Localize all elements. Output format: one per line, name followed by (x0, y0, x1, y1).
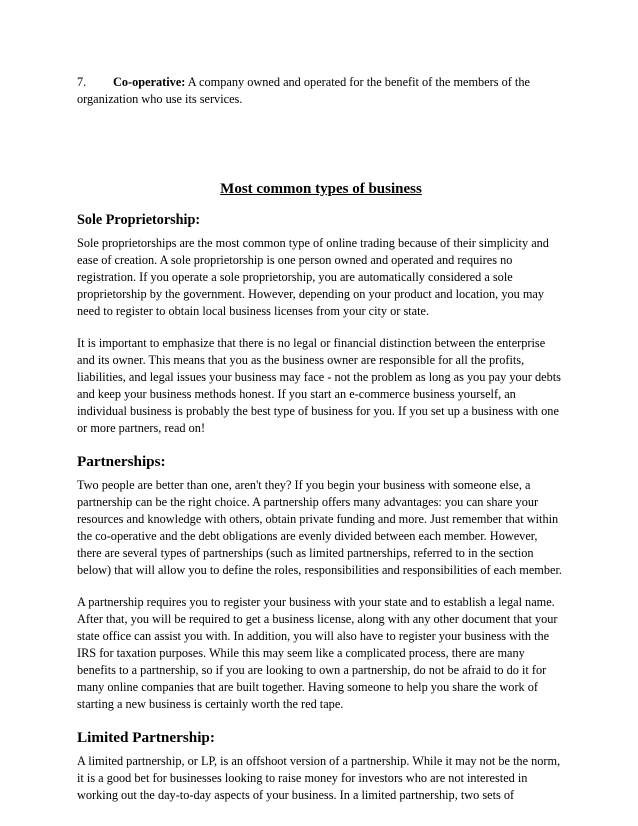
list-item-cooperative (77, 74, 565, 108)
paragraph: A limited partnership, or LP, is an offshoot version of a partnership. While it may not be the norm, it is a good bet for businesses looking to raise money for investors who are not interested in working out the day-to-day aspects of your business. In a limited partnership, two sets of (77, 754, 561, 802)
item-term: Co-operative: (113, 75, 186, 89)
paragraph: It is important to emphasize that there is no legal or financial distinction between the enterprise and its owner. This means that you as the business owner are responsible for all the profits, liabilities, and legal issues your business may face - not the problem as long as you pay your debts and keep your business methods honest. If you start an e-commerce business yourself, an individual business is probably the best type of business for you. If you set up a business with one or more partners, read on! (77, 336, 561, 435)
page-title: Most common types of business (220, 181, 422, 197)
document-page (77, 74, 565, 804)
section-heading-limited-partnership: Limited Partnership: (77, 729, 215, 746)
item-definition: A company owned and operated for the benefit of the members of the organization who use its services. (77, 75, 530, 106)
paragraph: A partnership requires you to register your business with your state and to establish a legal name. After that, you will be required to get a business license, along with any other document that your state office can assist you with. In addition, you will also have to register your business with the IRS for taxation purposes. While this may seem like a complicated process, there are many benefits to a partnership, so if you are looking to own a partnership, do not be afraid to do it for many online companies that are built together. Having someone to help you share the work of starting a new business is certainly worth the red tape. (77, 595, 558, 711)
paragraph: Two people are better than one, aren't they? If you begin your business with someone else, a partnership can be the right choice. A partnership offers many advantages: you can share your resources and knowledge with others, obtain private funding and more. Just remember that within the co-operative and the debt obligations are evenly divided between each member. However, there are several types of partnerships (such as limited partnerships, referred to in the section below) that will allow you to define the roles, responsibilities and responsibilities of each member. (77, 478, 562, 577)
section-heading-partnerships: Partnerships: (77, 453, 166, 470)
paragraph: Sole proprietorships are the most common type of online trading because of their simplicity and ease of creation. A sole proprietorship is one person owned and operated and requires no registration. If you operate a sole proprietorship, you are automatically considered a sole proprietorship by the government. However, depending on your product and location, you may need to register to obtain local business licenses from your city or state. (77, 236, 549, 318)
item-number: 7. (77, 75, 87, 89)
section-heading-sole-proprietorship: Sole Proprietorship: (77, 212, 201, 228)
